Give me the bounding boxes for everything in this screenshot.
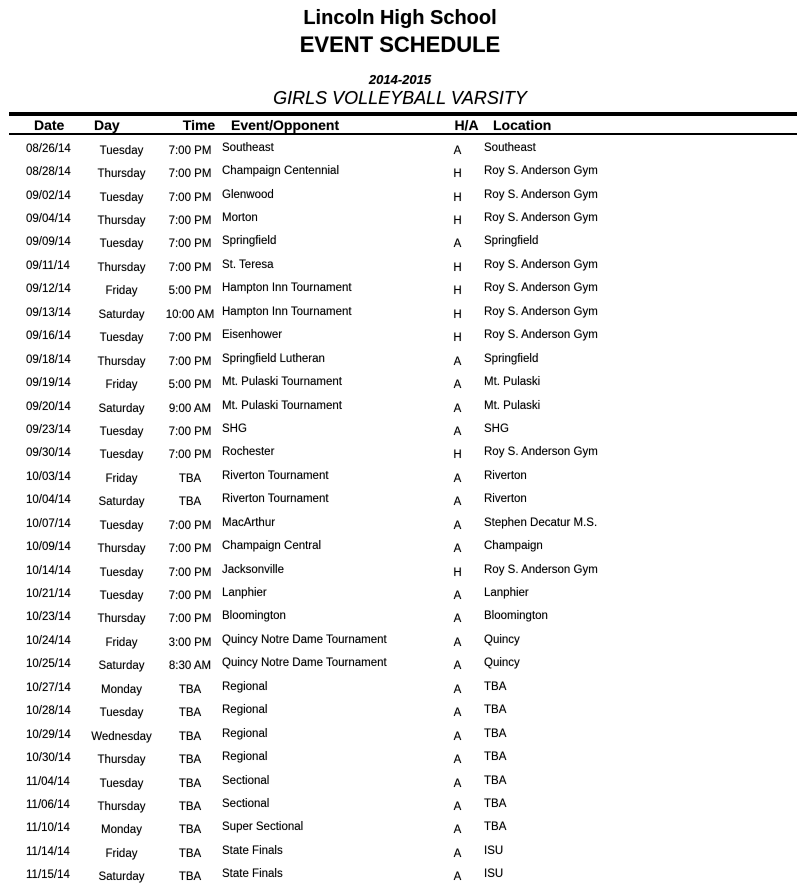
table-row [0, 300, 800, 323]
cell-date: 10/21/14 [26, 588, 71, 601]
cell-ha: A [453, 590, 462, 603]
column-header-location: Location [493, 116, 552, 133]
table-row [0, 488, 800, 511]
table-row [0, 253, 800, 276]
cell-day: Tuesday [99, 707, 144, 720]
cell-time: TBA [178, 683, 202, 696]
table-row [0, 441, 800, 464]
cell-ha: H [453, 261, 462, 274]
cell-date: 09/09/14 [26, 236, 71, 249]
cell-time: 7:00 PM [168, 543, 212, 556]
cell-time: 7:00 PM [168, 168, 212, 181]
document-title: EVENT SCHEDULE [299, 32, 501, 57]
table-row [0, 863, 800, 886]
cell-date: 11/04/14 [26, 775, 70, 788]
cell-location: TBA [484, 797, 507, 810]
cell-event: MacArthur [222, 516, 276, 529]
cell-location: Champaign [484, 540, 543, 553]
cell-time: 7:00 PM [168, 613, 212, 626]
cell-date: 10/29/14 [26, 728, 71, 741]
cell-time: 7:00 PM [168, 355, 212, 368]
cell-location: Roy S. Anderson Gym [484, 212, 598, 225]
cell-location: Stephen Decatur M.S. [484, 516, 598, 529]
cell-time: 7:00 PM [168, 449, 212, 462]
table-row [0, 558, 800, 581]
cell-event: Hampton Inn Tournament [222, 282, 352, 295]
cell-location: Roy S. Anderson Gym [484, 329, 598, 342]
cell-event: Bloomington [222, 610, 286, 623]
table-row [0, 464, 800, 487]
column-header-event: Event/Opponent [231, 116, 340, 133]
cell-location: Bloomington [484, 610, 548, 623]
cell-time: 7:00 PM [168, 238, 212, 251]
cell-location: Roy S. Anderson Gym [484, 563, 598, 576]
cell-day: Friday [105, 472, 138, 485]
cell-day: Friday [105, 847, 138, 860]
team-label: GIRLS VOLLEYBALL VARSITY [273, 88, 527, 108]
table-row [0, 370, 800, 393]
cell-event: Mt. Pulaski Tournament [222, 399, 342, 412]
table-row [0, 394, 800, 417]
table-row [0, 534, 800, 557]
table-row [0, 722, 800, 745]
table-row [0, 605, 800, 628]
table-row [0, 699, 800, 722]
cell-day: Thursday [97, 168, 146, 181]
cell-event: Quincy Notre Dame Tournament [222, 633, 387, 646]
cell-time: 7:00 PM [168, 332, 212, 345]
cell-day: Tuesday [99, 519, 144, 532]
cell-location: Roy S. Anderson Gym [484, 446, 598, 459]
cell-ha: H [453, 285, 462, 298]
school-name: Lincoln High School [303, 7, 497, 29]
cell-event: Eisenhower [222, 329, 283, 342]
cell-event: Quincy Notre Dame Tournament [222, 657, 387, 670]
cell-event: Jacksonville [222, 563, 284, 576]
cell-time: TBA [178, 871, 202, 884]
cell-location: Roy S. Anderson Gym [484, 282, 598, 295]
cell-time: 7:00 PM [168, 261, 212, 274]
cell-date: 09/19/14 [26, 377, 71, 390]
cell-date: 10/04/14 [26, 494, 71, 507]
table-row [0, 136, 800, 159]
table-row [0, 324, 800, 347]
cell-day: Thursday [97, 355, 146, 368]
cell-date: 10/28/14 [26, 705, 71, 718]
cell-event: Riverton Tournament [222, 469, 329, 482]
schedule-rows [0, 136, 800, 886]
cell-day: Friday [105, 636, 138, 649]
cell-time: TBA [178, 824, 202, 837]
cell-location: Riverton [484, 493, 527, 506]
cell-day: Tuesday [99, 425, 144, 438]
cell-ha: A [453, 871, 462, 884]
cell-location: ISU [484, 844, 504, 857]
cell-day: Saturday [98, 660, 145, 673]
cell-time: 5:00 PM [168, 379, 212, 392]
cell-location: Quincy [484, 633, 520, 646]
cell-location: Lanphier [484, 587, 529, 600]
cell-ha: A [453, 472, 462, 485]
cell-ha: H [453, 308, 462, 321]
cell-location: TBA [484, 751, 507, 764]
cell-time: TBA [178, 472, 202, 485]
cell-event: Super Sectional [222, 821, 304, 834]
cell-event: Springfield [222, 235, 277, 248]
cell-location: TBA [484, 680, 507, 693]
cell-day: Thursday [97, 215, 146, 228]
cell-day: Saturday [98, 871, 145, 884]
cell-time: 7:00 PM [168, 519, 212, 532]
cell-day: Tuesday [99, 566, 144, 579]
cell-day: Saturday [98, 402, 145, 415]
cell-event: Sectional [222, 774, 270, 787]
cell-location: TBA [484, 704, 507, 717]
cell-time: TBA [178, 754, 202, 767]
cell-date: 11/14/14 [26, 845, 70, 858]
cell-date: 09/04/14 [26, 213, 71, 226]
cell-date: 08/26/14 [26, 142, 71, 155]
cell-ha: H [453, 215, 462, 228]
cell-ha: A [453, 519, 462, 532]
cell-ha: H [453, 332, 462, 345]
cell-location: Roy S. Anderson Gym [484, 165, 598, 178]
title-block [0, 0, 800, 108]
cell-date: 09/02/14 [26, 189, 71, 202]
cell-day: Tuesday [99, 590, 144, 603]
cell-date: 09/20/14 [26, 400, 71, 413]
cell-event: Mt. Pulaski Tournament [222, 376, 342, 389]
cell-day: Friday [105, 285, 138, 298]
cell-date: 10/30/14 [26, 752, 71, 765]
table-row [0, 183, 800, 206]
cell-location: Mt. Pulaski [484, 376, 541, 389]
cell-ha: A [453, 777, 462, 790]
cell-location: ISU [484, 868, 504, 881]
cell-date: 08/28/14 [26, 166, 71, 179]
cell-date: 09/23/14 [26, 423, 71, 436]
cell-date: 10/25/14 [26, 658, 71, 671]
cell-day: Friday [105, 379, 138, 392]
cell-day: Thursday [97, 543, 146, 556]
table-row [0, 792, 800, 815]
cell-event: Rochester [222, 446, 275, 459]
cell-time: TBA [178, 847, 202, 860]
cell-ha: A [453, 613, 462, 626]
table-header-row [9, 116, 797, 133]
cell-date: 09/12/14 [26, 283, 71, 296]
table-row [0, 675, 800, 698]
table-row [0, 230, 800, 253]
header-rule [0, 133, 800, 135]
cell-location: Roy S. Anderson Gym [484, 258, 598, 271]
cell-ha: A [453, 800, 462, 813]
cell-ha: A [453, 660, 462, 673]
cell-ha: A [453, 730, 462, 743]
cell-time: 9:00 AM [168, 402, 212, 415]
cell-location: TBA [484, 727, 507, 740]
cell-time: TBA [178, 800, 202, 813]
cell-day: Monday [101, 683, 142, 696]
table-row [0, 816, 800, 839]
cell-time: 5:00 PM [168, 285, 212, 298]
cell-time: 8:30 AM [168, 660, 212, 673]
cell-ha: A [453, 754, 462, 767]
cell-date: 10/03/14 [26, 470, 71, 483]
cell-location: Southeast [484, 141, 536, 154]
cell-location: Riverton [484, 469, 527, 482]
cell-event: Regional [222, 751, 268, 764]
cell-day: Monday [101, 824, 142, 837]
cell-time: TBA [178, 496, 202, 509]
cell-event: Hampton Inn Tournament [222, 305, 352, 318]
cell-day: Tuesday [99, 332, 144, 345]
cell-ha: A [453, 425, 462, 438]
cell-event: Champaign Central [222, 540, 322, 553]
cell-date: 10/07/14 [26, 517, 71, 530]
cell-date: 11/15/14 [26, 869, 70, 882]
cell-ha: A [453, 402, 462, 415]
cell-date: 10/14/14 [26, 564, 71, 577]
cell-ha: H [453, 566, 462, 579]
cell-event: Lanphier [222, 587, 267, 600]
cell-date: 09/18/14 [26, 353, 71, 366]
season-label: 2014-2015 [368, 72, 432, 87]
cell-event: Champaign Centennial [222, 165, 339, 178]
cell-ha: A [453, 355, 462, 368]
cell-event: Glenwood [222, 188, 274, 201]
column-header-day: Day [94, 116, 120, 133]
cell-time: 7:00 PM [168, 215, 212, 228]
table-row [0, 511, 800, 534]
cell-date: 10/23/14 [26, 611, 71, 624]
column-header-time: Time [182, 116, 216, 133]
cell-day: Thursday [97, 754, 146, 767]
table-row [0, 581, 800, 604]
cell-day: Thursday [97, 613, 146, 626]
cell-date: 10/24/14 [26, 634, 71, 647]
cell-event: State Finals [222, 844, 283, 857]
cell-ha: A [453, 824, 462, 837]
cell-day: Thursday [97, 800, 146, 813]
column-header-date: Date [34, 116, 65, 133]
cell-event: St. Teresa [222, 258, 274, 271]
cell-event: Regional [222, 680, 268, 693]
cell-event: Springfield Lutheran [222, 352, 325, 365]
cell-day: Tuesday [99, 777, 144, 790]
cell-ha: A [453, 379, 462, 392]
cell-time: TBA [178, 730, 202, 743]
cell-time: 7:00 PM [168, 191, 212, 204]
cell-ha: A [453, 707, 462, 720]
cell-day: Tuesday [99, 144, 144, 157]
cell-time: 7:00 PM [168, 144, 212, 157]
table-row [0, 745, 800, 768]
cell-location: Quincy [484, 657, 520, 670]
cell-date: 10/09/14 [26, 541, 71, 554]
cell-ha: H [453, 449, 462, 462]
column-header-ha: H/A [454, 116, 479, 133]
cell-event: Regional [222, 704, 268, 717]
cell-location: Mt. Pulaski [484, 399, 541, 412]
cell-date: 09/16/14 [26, 330, 71, 343]
cell-date: 09/13/14 [26, 306, 71, 319]
cell-time: 7:00 PM [168, 425, 212, 438]
cell-time: 7:00 PM [168, 590, 212, 603]
table-row [0, 347, 800, 370]
cell-event: Morton [222, 212, 258, 225]
cell-ha: A [453, 543, 462, 556]
table-row [0, 769, 800, 792]
cell-location: Springfield [484, 352, 539, 365]
table-row [0, 628, 800, 651]
cell-date: 09/11/14 [26, 259, 70, 272]
table-row [0, 206, 800, 229]
cell-time: 10:00 AM [165, 308, 215, 321]
cell-ha: A [453, 144, 462, 157]
cell-location: TBA [484, 821, 507, 834]
cell-day: Tuesday [99, 449, 144, 462]
cell-day: Thursday [97, 261, 146, 274]
cell-ha: H [453, 191, 462, 204]
cell-ha: A [453, 238, 462, 251]
cell-ha: A [453, 496, 462, 509]
cell-event: Sectional [222, 797, 270, 810]
table-row [0, 159, 800, 182]
cell-date: 11/10/14 [26, 822, 70, 835]
cell-location: Springfield [484, 235, 539, 248]
cell-date: 11/06/14 [26, 798, 70, 811]
cell-location: Roy S. Anderson Gym [484, 188, 598, 201]
table-row [0, 839, 800, 862]
cell-time: TBA [178, 777, 202, 790]
cell-day: Wednesday [91, 730, 152, 743]
cell-time: 3:00 PM [168, 636, 212, 649]
cell-event: SHG [222, 422, 247, 435]
cell-date: 10/27/14 [26, 681, 71, 694]
cell-location: TBA [484, 774, 507, 787]
cell-day: Saturday [98, 308, 145, 321]
cell-ha: A [453, 847, 462, 860]
cell-time: TBA [178, 707, 202, 720]
cell-location: SHG [484, 422, 509, 435]
cell-day: Tuesday [99, 191, 144, 204]
cell-event: Southeast [222, 141, 274, 154]
table-row [0, 417, 800, 440]
table-row [0, 277, 800, 300]
cell-ha: A [453, 683, 462, 696]
cell-day: Tuesday [99, 238, 144, 251]
cell-ha: A [453, 636, 462, 649]
cell-ha: H [453, 168, 462, 181]
cell-date: 09/30/14 [26, 447, 71, 460]
table-row [0, 652, 800, 675]
cell-event: Riverton Tournament [222, 493, 329, 506]
cell-event: Regional [222, 727, 268, 740]
cell-time: 7:00 PM [168, 566, 212, 579]
cell-day: Saturday [98, 496, 145, 509]
cell-event: State Finals [222, 868, 283, 881]
cell-location: Roy S. Anderson Gym [484, 305, 598, 318]
